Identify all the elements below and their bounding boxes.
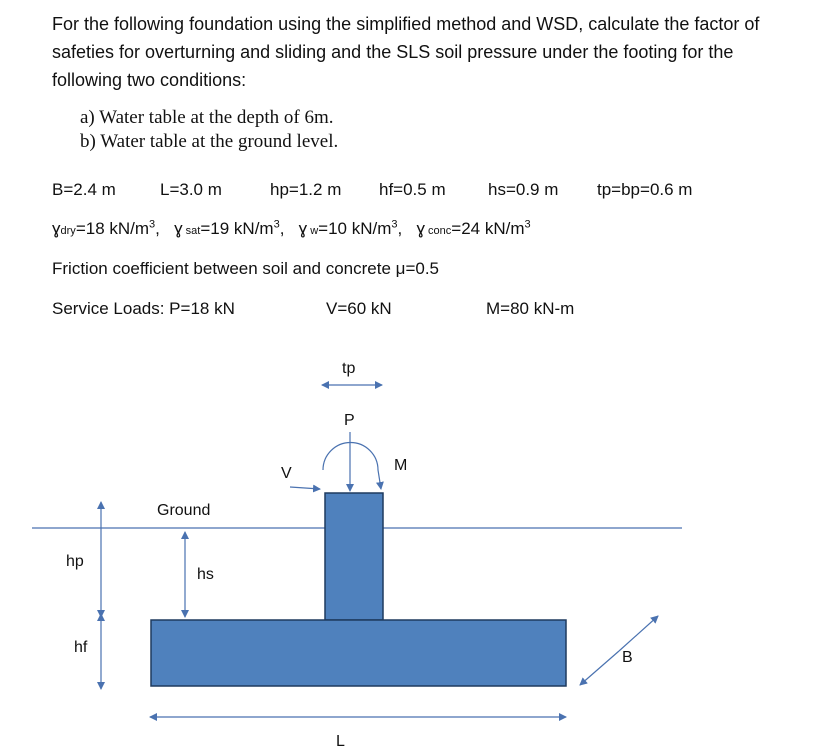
gamma-w: ɣ w=10 $kN/m^3$, bbox=[298, 218, 403, 238]
gamma-conc: ɣ conc=24 $kN/m^3$ bbox=[416, 218, 531, 238]
dim-hs: hs=0.9 m bbox=[488, 180, 559, 199]
M-label: M bbox=[394, 457, 408, 474]
load-V: V=60 kN bbox=[326, 299, 392, 318]
dim-hp: hp=1.2 m bbox=[270, 180, 342, 199]
hp-label: hp bbox=[66, 553, 84, 570]
service-loads-label: Service Loads: P=18 kN bbox=[52, 299, 235, 318]
unit-weights-line bbox=[52, 219, 531, 239]
gamma-sat: ɣ sat=19 $kN/m^3$, bbox=[174, 218, 285, 238]
tp-label: tp bbox=[342, 360, 356, 377]
V-label: V bbox=[281, 465, 292, 482]
ground-label: Ground bbox=[157, 502, 211, 519]
condition-b: b) Water table at the ground level. bbox=[80, 131, 339, 152]
V-arrow bbox=[290, 487, 320, 489]
foundation-diagram bbox=[0, 340, 831, 756]
hs-label: hs bbox=[197, 566, 214, 583]
problem-intro: For the following foundation using the simplified method and WSD, calculate the factor of safeties for overturning and sliding and the SLS soil pressure under the footing for the following two conditions: bbox=[52, 14, 760, 90]
condition-list bbox=[80, 106, 338, 154]
dim-hf: hf=0.5 m bbox=[379, 180, 446, 199]
footing bbox=[151, 620, 566, 686]
pedestal bbox=[325, 493, 383, 620]
condition-a: a) Water table at the depth of 6m. bbox=[80, 107, 334, 128]
dim-tp-bp: tp=bp=0.6 m bbox=[597, 180, 693, 199]
hf-label: hf bbox=[74, 639, 88, 656]
M-arc bbox=[323, 443, 381, 490]
dim-L: L=3.0 m bbox=[160, 180, 222, 199]
friction-line: Friction coefficient between soil and concrete μ=0.5 bbox=[52, 259, 440, 278]
P-label: P bbox=[344, 412, 355, 429]
dim-B: B=2.4 m bbox=[52, 180, 116, 199]
B-label: B bbox=[622, 649, 633, 666]
load-M: M=80 kN-m bbox=[486, 299, 575, 318]
L-label: L bbox=[336, 733, 345, 750]
gamma-dry: ɣdry=18 $kN/m^3$, bbox=[52, 218, 160, 238]
B-arrow bbox=[580, 651, 619, 685]
